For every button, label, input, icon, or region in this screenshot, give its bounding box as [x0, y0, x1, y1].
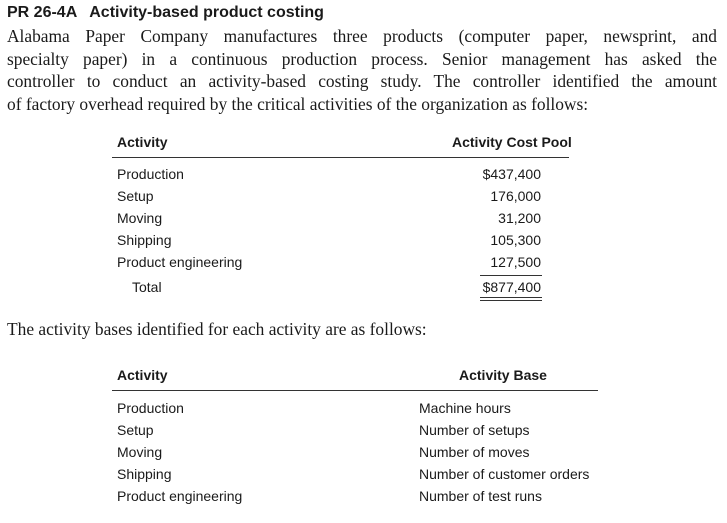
base-row-base: Number of test runs: [419, 488, 542, 504]
base-row-base: Number of setups: [419, 422, 530, 438]
base-row-base: Number of customer orders: [419, 466, 590, 482]
activity-bases-intro: The activity bases identified for each activity are as follows:: [7, 319, 427, 339]
base-row-base: Machine hours: [419, 400, 511, 416]
header-rule: [112, 157, 569, 158]
cost-row-value: 31,200: [498, 210, 541, 226]
header-rule: [112, 390, 598, 391]
cost-row-activity: Moving: [117, 210, 163, 226]
cost-row-value: 127,500: [490, 254, 541, 270]
total-rule: [480, 275, 542, 276]
cost-row-value: $437,400: [482, 166, 541, 182]
double-rule-top: [480, 297, 542, 298]
base-row-base: Number of moves: [419, 444, 530, 460]
intro-line: controller to conduct an activity-based costing study. The controller identified the amount: [7, 71, 717, 91]
cost-row-value: 105,300: [490, 232, 541, 248]
base-row-activity: Production: [117, 400, 184, 416]
problem-code: PR 26-4A: [7, 4, 78, 21]
intro-line: specialty paper) in a continuous production process. Senior management has asked the: [7, 48, 717, 69]
problem-heading: [7, 3, 324, 23]
base-row-activity: Shipping: [117, 466, 172, 482]
intro-paragraph: [7, 25, 717, 115]
cost-row-value: 176,000: [490, 188, 541, 204]
intro-line: Alabama Paper Company manufactures three products (computer paper, newsprint, and: [7, 26, 717, 46]
cost-table-header-cost-pool: Activity Cost Pool: [452, 134, 572, 150]
base-row-activity: Moving: [117, 444, 163, 460]
total-label: Total: [132, 279, 162, 295]
problem-title: Activity-based product costing: [89, 4, 324, 21]
base-table-header-activity: Activity: [117, 367, 168, 383]
base-table-header-base: Activity Base: [459, 367, 547, 383]
double-rule-bottom: [480, 300, 542, 301]
base-row-activity: Setup: [117, 422, 154, 438]
cost-table-header-activity: Activity: [117, 134, 168, 150]
cost-row-activity: Shipping: [117, 232, 172, 248]
base-row-activity: Product engineering: [117, 488, 243, 504]
total-value: $877,400: [482, 279, 541, 295]
cost-row-activity: Product engineering: [117, 254, 243, 270]
intro-line: of factory overhead required by the critical activities of the organization as follows:: [7, 93, 589, 114]
cost-row-activity: Production: [117, 166, 184, 182]
cost-row-activity: Setup: [117, 188, 154, 204]
